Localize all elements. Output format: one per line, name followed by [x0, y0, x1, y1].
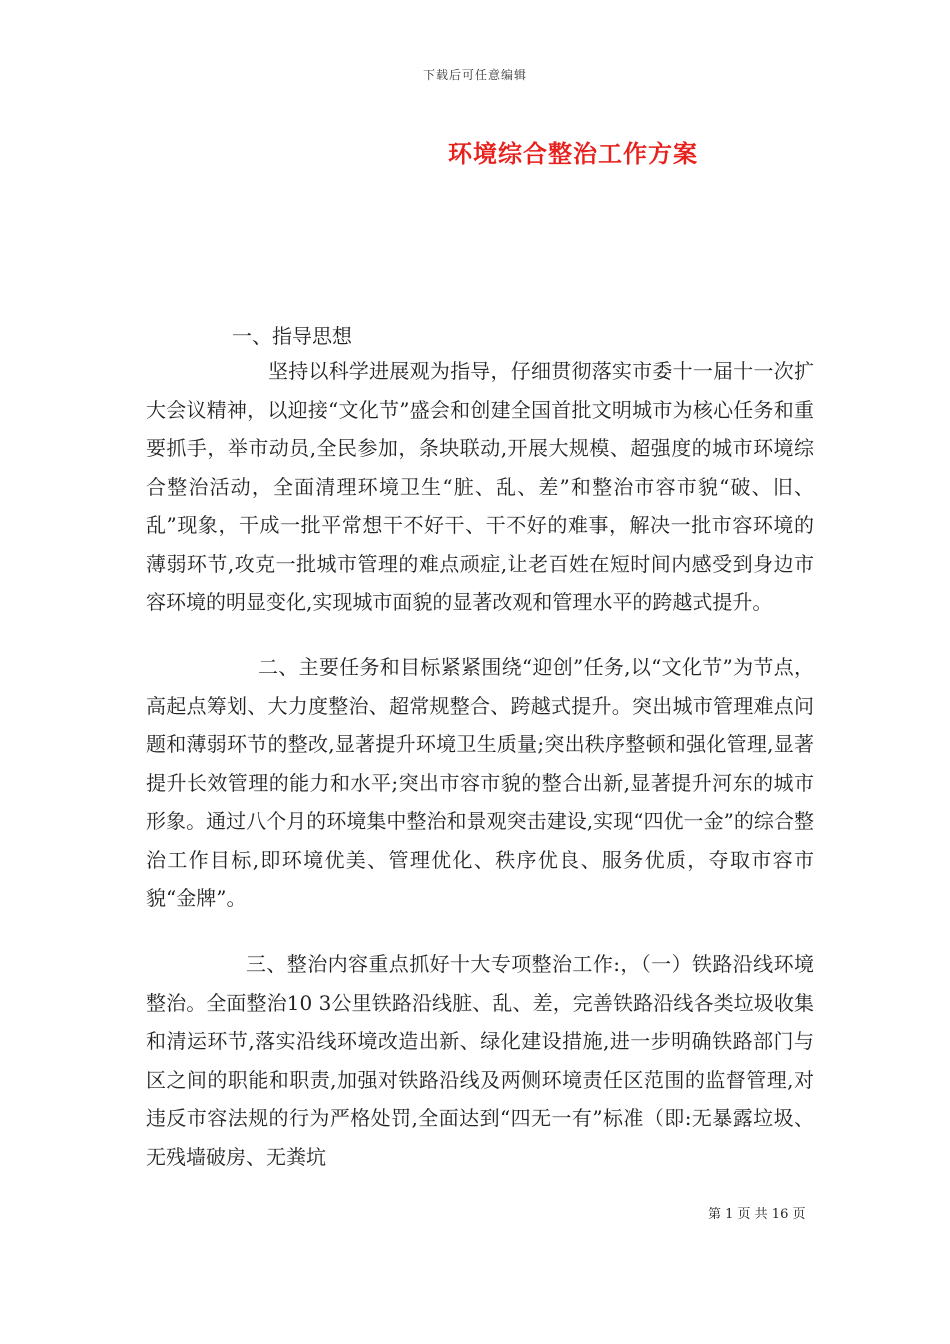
- page-number: 第 1 页 共 16 页: [708, 1207, 806, 1222]
- paragraph-text: 坚持以科学进展观为指导，仔细贯彻落实市委十一届十一次扩大会议精神，以迎接“文化节”盛会和创建全国首批文明城市为核心任务和重要抓手，举市动员,全民参加，条块联动,开展大规模、超强度的城市环境综合整治活动，全面清理环境卫生“脏、乱、差”和整治市容市貌“破、旧、乱”现象，干成一批平常想干不好干、干不好的难事，解决一批市容环境的薄弱环节,攻克一批城市管理的难点顽症,让老百姓在短时间内感受到身边市容环境的明显变化,实现城市面貌的显著改观和管理水平的跨越式提升。: [146, 359, 814, 614]
- paragraph-text: 三、整治内容重点抓好十大专项整治工作:，（一）铁路沿线环境整治。全面整治10 3公里铁路沿线脏、乱、差，完善铁路沿线各类垃圾收集和清运环节,落实沿线环境改造出新、绿化建设措施,进一步明确铁路部门与区之间的职能和职责,加强对铁路沿线及两侧环境责任区范围的监督管理,对违反市容法规的行为严格处罚,全面达到“四无一有”标准（即:无暴露垃圾、无残墙破房、无粪坑: [146, 952, 814, 1169]
- document-title: 环境综合整治工作方案: [448, 139, 698, 168]
- section-heading-guiding-ideology: 一、指导思想: [232, 324, 352, 348]
- paragraph-guiding-ideology: [146, 352, 814, 622]
- paragraph-main-tasks: [146, 648, 814, 918]
- paragraph-rectification-content: [146, 945, 814, 1176]
- paragraph-text: 二、主要任务和目标紧紧围绕“迎创”任务,以“文化节”为节点，高起点筹划、大力度整治、超常规整合、跨越式提升。突出城市管理难点问题和薄弱环节的整改,显著提升环境卫生质量;突出秩序整顿和强化管理,显著提升长效管理的能力和水平;突出市容市貌的整合出新,显著提升河东的城市形象。通过八个月的环境集中整治和景观突击建设,实现“四优一金”的综合整治工作目标,即环境优美、管理优化、秩序优良、服务优质，夺取市容市貌“金牌”。: [146, 655, 814, 910]
- header-note: 下载后可任意编辑: [422, 68, 527, 82]
